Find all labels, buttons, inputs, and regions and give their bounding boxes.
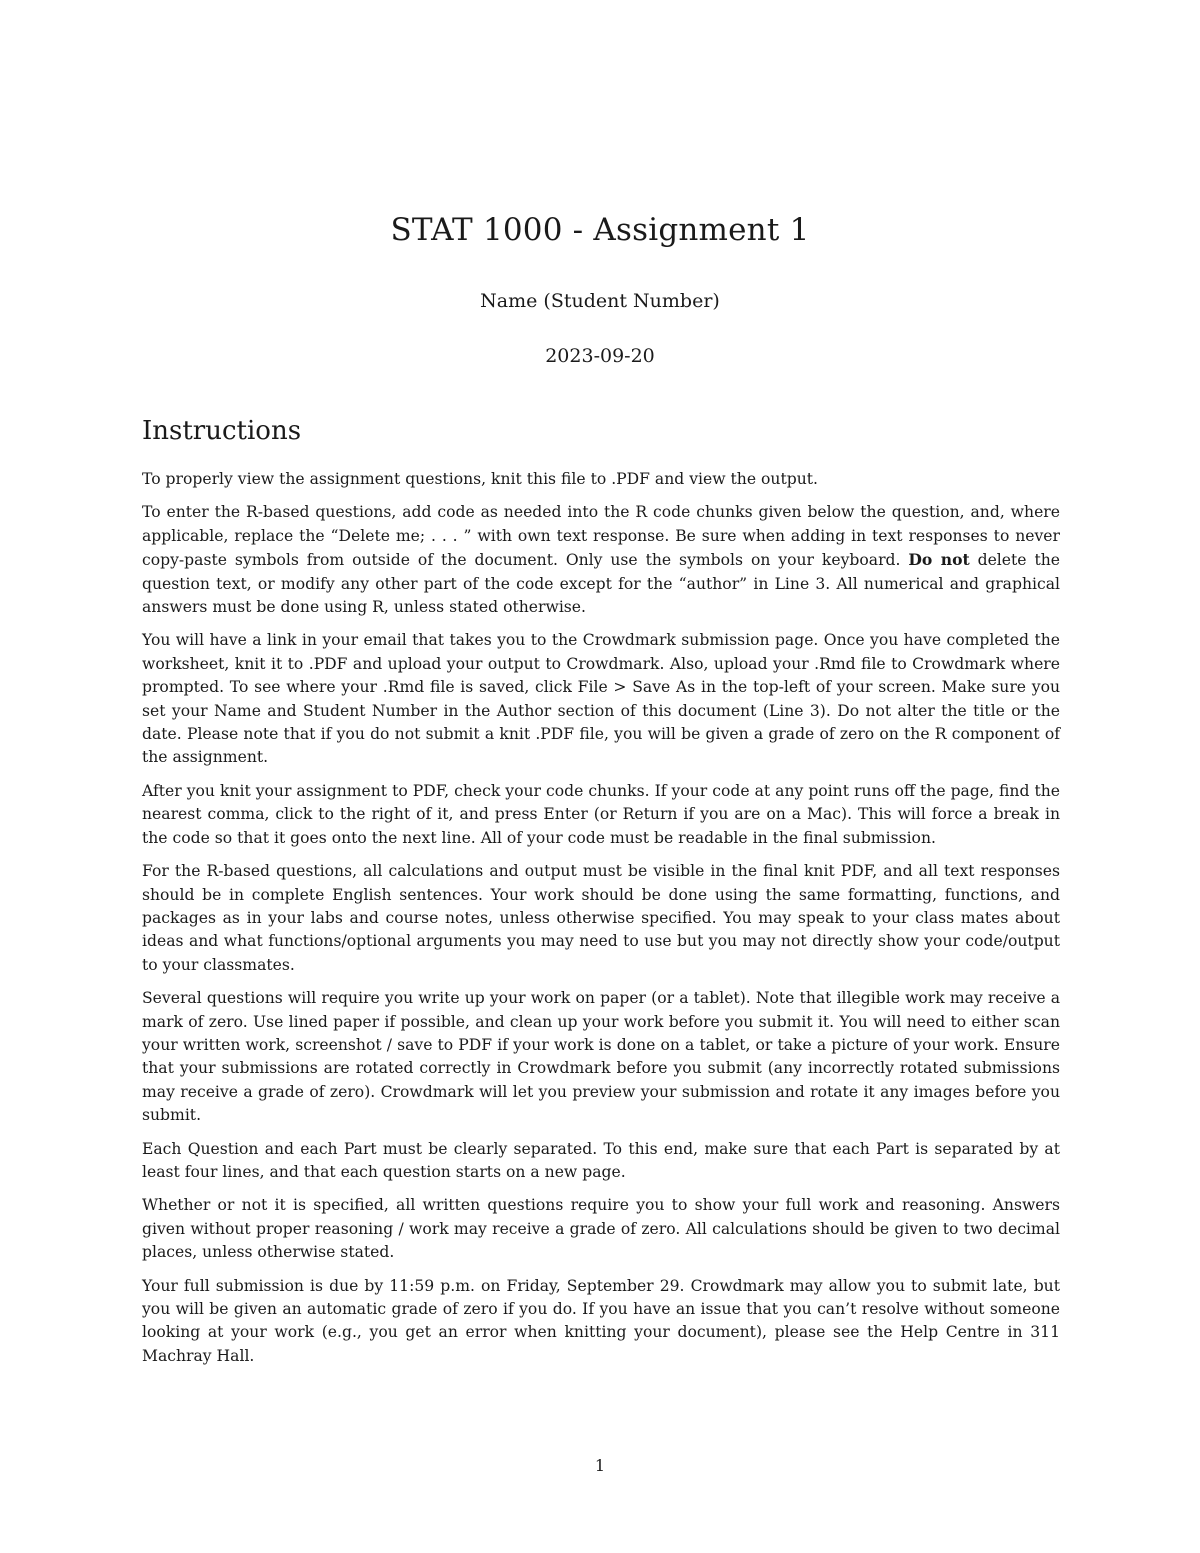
paragraph-r-output: For the R-based questions, all calculations and output must be visible in the final knit PDF, and all text responses should be in complete English sentences. Your work should be done using the same formatting, functions, and packages as in your labs and course notes, unless otherwise specified. You may speak to your class mates about ideas and what functions/optional arguments you may need to use but you may not directly show your code/output to your classmates. [142, 862, 1060, 974]
paragraph-code-chunks: After you knit your assignment to PDF, check your code chunks. If your code at any point runs off the page, find the nearest comma, click to the right of it, and press Enter (or Return if you are on a Mac). This will force a break in the code so that it goes onto the next line. All of your code must be readable in the final submission. [142, 781, 1060, 847]
paragraph-due-date: Your full submission is due by 11:59 p.m. on Friday, September 29. Crowdmark may allow you to submit late, but you will be given an automatic grade of zero if you do. If you have an issue that you can’t resolve without someone looking at your work (e.g., you get an error when knitting your document), please see the Help Centre in 311 Machray Hall. [142, 1276, 1060, 1365]
paragraph-knit-instructions: To properly view the assignment questions, knit this file to .PDF and view the output. [142, 470, 818, 488]
paragraph-r-questions [142, 501, 1060, 619]
paragraph-crowdmark-submission: You will have a link in your email that takes you to the Crowdmark submission page. Once you have completed the worksheet, knit it to .PDF and upload your output to Crowdmark. Also, upload your .Rmd file to Crowdmark where prompted. To see where your .Rmd file is saved, click File > Save As in the top-left of your screen. Make sure you set your Name and Student Number in the Author section of this document (Line 3). Do not alter the title or the date. Please note that if you do not submit a knit .PDF file, you will be given a grade of zero on the R component of the assignment. [142, 631, 1060, 767]
document-author: Name (Student Number) [480, 290, 720, 312]
paragraph-separation: Each Question and each Part must be clearly separated. To this end, make sure that each Part is separated by at least four lines, and that each question starts on a new page. [142, 1139, 1060, 1181]
paragraph-reasoning: Whether or not it is specified, all written questions require you to show your full work and reasoning. Answers given without proper reasoning / work may receive a grade of zero. All calculations should be given to two decimal places, unless otherwise stated. [142, 1196, 1060, 1262]
instructions-body [142, 468, 1060, 1378]
section-heading-instructions: Instructions [142, 416, 302, 446]
document-title: STAT 1000 - Assignment 1 [390, 212, 810, 248]
paragraph-written-work: Several questions will require you write up your work on paper (or a tablet). Note that illegible work may receive a mark of zero. Use lined paper if possible, and clean up your work before you submit it. You will need to either scan your written work, screenshot / save to PDF if your work is done on a tablet, or take a picture of your work. Ensure that your submissions are rotated correctly in Crowdmark before you submit (any incorrectly rotated submissions may receive a grade of zero). Crowdmark will let you preview your submission and rotate it any images before you submit. [142, 989, 1060, 1125]
document-date: 2023-09-20 [545, 345, 655, 367]
paragraph-r-questions-part-2: delete the question text, or modify any other part of the code except for the “author” in Line 3. All numerical and graphical answers must be done using R, unless stated otherwise. [142, 551, 1060, 617]
page-number: 1 [594, 1456, 606, 1475]
paragraph-r-questions-part-1: To enter the R-based questions, add code as needed into the R code chunks given below the question, and, where applicable, replace the “Delete me; . . . ” with own text response. Be sure when adding in text responses to never copy-paste symbols from outside of the document. Only use the symbols on your keyboard. [142, 503, 1060, 570]
paragraph-r-questions-bold: Do not [908, 550, 970, 570]
